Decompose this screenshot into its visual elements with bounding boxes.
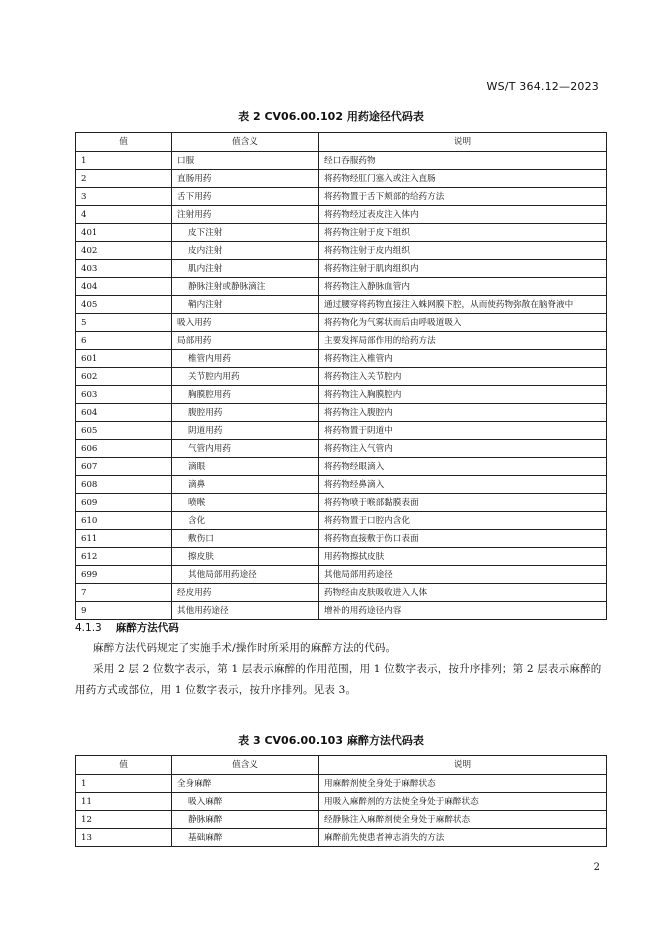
meaning-cell: 关节腔内用药 (172, 368, 319, 386)
table-row (76, 152, 607, 170)
meaning-cell: 鞘内注射 (172, 296, 319, 314)
table-row (76, 476, 607, 494)
table2-header-row (76, 133, 607, 152)
meaning-cell: 阴道用药 (172, 422, 319, 440)
description-cell: 用吸入麻醉剂的方法使全身处于麻醉状态 (319, 793, 607, 811)
code-cell: 403 (76, 260, 172, 278)
table-row (76, 512, 607, 530)
table-row (76, 829, 607, 847)
meaning-cell: 椎管内用药 (172, 350, 319, 368)
meaning-cell: 基础麻醉 (172, 829, 319, 847)
code-cell: 3 (76, 188, 172, 206)
description-cell: 将药物置于阴道中 (319, 422, 607, 440)
description-cell: 将药物注射于皮下组织 (319, 224, 607, 242)
description-cell: 将药物注入椎管内 (319, 350, 607, 368)
section-paragraph-2: 采用 2 层 2 位数字表示，第 1 层表示麻醉的作用范围，用 1 位数字表示，按升序排列；第 2 层表示麻醉的用药方式或部位，用 1 位数字表示，按升序排列。见表 3。 (75, 663, 602, 696)
meaning-cell: 直肠用药 (172, 170, 319, 188)
table3-header-description: 说明 (319, 756, 607, 775)
section-paragraph-1: 麻醉方法代码规定了实施手术/操作时所采用的麻醉方法的代码。 (93, 642, 397, 654)
description-cell: 将药物注入静脉血管内 (319, 278, 607, 296)
description-cell: 其他局部用药途径 (319, 566, 607, 584)
table3 (75, 755, 607, 847)
description-cell: 将药物直接敷于伤口表面 (319, 530, 607, 548)
table-row (76, 793, 607, 811)
table2-caption: 表 2 CV06.00.102 用药途径代码表 (238, 110, 424, 123)
table-row (76, 368, 607, 386)
description-cell: 将药物经肛门塞入或注入直肠 (319, 170, 607, 188)
description-cell: 药物经由皮肤吸收进入人体 (319, 584, 607, 602)
table2-body (76, 152, 607, 620)
meaning-cell: 静脉麻醉 (172, 811, 319, 829)
code-cell: 4 (76, 206, 172, 224)
description-cell: 将药物注入关节腔内 (319, 368, 607, 386)
code-cell: 601 (76, 350, 172, 368)
code-cell: 2 (76, 170, 172, 188)
meaning-cell: 胸膜腔用药 (172, 386, 319, 404)
description-cell: 将药物注射于皮内组织 (319, 242, 607, 260)
table-row (76, 602, 607, 620)
table-row (76, 584, 607, 602)
table3-header-meaning: 值含义 (172, 756, 319, 775)
code-cell: 604 (76, 404, 172, 422)
description-cell: 主要发挥局部作用的给药方法 (319, 332, 607, 350)
description-cell: 将药物经过表皮注入体内 (319, 206, 607, 224)
table-row (76, 188, 607, 206)
table2-header-value: 值 (76, 133, 172, 152)
meaning-cell: 滴眼 (172, 458, 319, 476)
description-cell: 经静脉注入麻醉剂使全身处于麻醉状态 (319, 811, 607, 829)
code-cell: 607 (76, 458, 172, 476)
code-cell: 5 (76, 314, 172, 332)
description-cell: 经口吞服药物 (319, 152, 607, 170)
meaning-cell: 吸入用药 (172, 314, 319, 332)
table2-header-meaning: 值含义 (172, 133, 319, 152)
meaning-cell: 其他用药途径 (172, 602, 319, 620)
meaning-cell: 擦皮肤 (172, 548, 319, 566)
meaning-cell: 口服 (172, 152, 319, 170)
table-row (76, 530, 607, 548)
meaning-cell: 皮内注射 (172, 242, 319, 260)
meaning-cell: 其他局部用药途径 (172, 566, 319, 584)
description-cell: 将药物经眼滴入 (319, 458, 607, 476)
table-row (76, 278, 607, 296)
description-cell: 将药物注入气管内 (319, 440, 607, 458)
description-cell: 将药物注入胸膜腔内 (319, 386, 607, 404)
description-cell: 将药物喷于喉部黏膜表面 (319, 494, 607, 512)
table-row (76, 811, 607, 829)
table-row (76, 548, 607, 566)
table-row (76, 260, 607, 278)
section-4-1-3-heading (75, 620, 179, 635)
code-cell: 612 (76, 548, 172, 566)
table-row (76, 494, 607, 512)
meaning-cell: 吸入麻醉 (172, 793, 319, 811)
code-cell: 13 (76, 829, 172, 847)
code-cell: 699 (76, 566, 172, 584)
description-cell: 将药物注射于肌肉组织内 (319, 260, 607, 278)
code-cell: 9 (76, 602, 172, 620)
table3-caption: 表 3 CV06.00.103 麻醉方法代码表 (238, 734, 424, 747)
table-row (76, 206, 607, 224)
table-row (76, 332, 607, 350)
table3-header-value: 值 (76, 756, 172, 775)
table-row (76, 458, 607, 476)
code-cell: 12 (76, 811, 172, 829)
table3-body (76, 775, 607, 847)
description-cell: 将药物注入腹腔内 (319, 404, 607, 422)
meaning-cell: 喷喉 (172, 494, 319, 512)
code-cell: 6 (76, 332, 172, 350)
description-cell: 增补的用药途径内容 (319, 602, 607, 620)
code-cell: 606 (76, 440, 172, 458)
description-cell: 将药物置于口腔内含化 (319, 512, 607, 530)
code-cell: 402 (76, 242, 172, 260)
table-row (76, 566, 607, 584)
table-row (76, 350, 607, 368)
table-row (76, 314, 607, 332)
description-cell: 通过腰穿将药物直接注入蛛网膜下腔，从而使药物弥散在脑脊液中 (319, 296, 607, 314)
meaning-cell: 皮下注射 (172, 224, 319, 242)
description-cell: 用药物擦拭皮肤 (319, 548, 607, 566)
table-row (76, 440, 607, 458)
page-number: 2 (593, 862, 600, 873)
code-cell: 608 (76, 476, 172, 494)
code-cell: 11 (76, 793, 172, 811)
meaning-cell: 敷伤口 (172, 530, 319, 548)
meaning-cell: 局部用药 (172, 332, 319, 350)
table-row (76, 404, 607, 422)
description-cell: 麻醉前先使患者神志消失的方法 (319, 829, 607, 847)
table2-header-description: 说明 (319, 133, 607, 152)
code-cell: 7 (76, 584, 172, 602)
meaning-cell: 肌内注射 (172, 260, 319, 278)
table-row (76, 296, 607, 314)
section-number: 4.1.3 (75, 622, 102, 634)
table-row (76, 386, 607, 404)
table-row (76, 775, 607, 793)
description-cell: 将药物化为气雾状而后由呼吸道吸入 (319, 314, 607, 332)
table-row (76, 422, 607, 440)
standard-number: WS/T 364.12—2023 (486, 80, 599, 93)
meaning-cell: 经皮用药 (172, 584, 319, 602)
table-row (76, 242, 607, 260)
table3-header-row (76, 756, 607, 775)
table-row (76, 170, 607, 188)
description-cell: 用麻醉剂使全身处于麻醉状态 (319, 775, 607, 793)
section-title: 麻醉方法代码 (115, 622, 179, 634)
meaning-cell: 含化 (172, 512, 319, 530)
code-cell: 404 (76, 278, 172, 296)
meaning-cell: 注射用药 (172, 206, 319, 224)
code-cell: 605 (76, 422, 172, 440)
code-cell: 401 (76, 224, 172, 242)
description-cell: 将药物经鼻滴入 (319, 476, 607, 494)
table2 (75, 132, 607, 620)
code-cell: 610 (76, 512, 172, 530)
code-cell: 603 (76, 386, 172, 404)
code-cell: 1 (76, 152, 172, 170)
meaning-cell: 静脉注射或静脉滴注 (172, 278, 319, 296)
code-cell: 609 (76, 494, 172, 512)
meaning-cell: 舌下用药 (172, 188, 319, 206)
code-cell: 602 (76, 368, 172, 386)
meaning-cell: 全身麻醉 (172, 775, 319, 793)
code-cell: 1 (76, 775, 172, 793)
meaning-cell: 气管内用药 (172, 440, 319, 458)
code-cell: 611 (76, 530, 172, 548)
code-cell: 405 (76, 296, 172, 314)
description-cell: 将药物置于舌下颊部的给药方法 (319, 188, 607, 206)
meaning-cell: 滴鼻 (172, 476, 319, 494)
meaning-cell: 腹腔用药 (172, 404, 319, 422)
table-row (76, 224, 607, 242)
